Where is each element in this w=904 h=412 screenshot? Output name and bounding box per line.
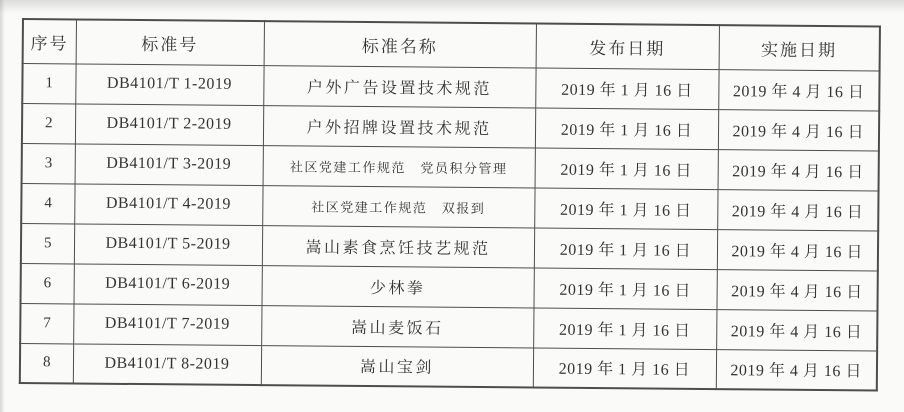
cell-implement-date: 2019 年 4 月 16 日 bbox=[716, 349, 877, 390]
header-row bbox=[23, 19, 880, 70]
cell-standard-name: 嵩山素食烹饪技艺规范 bbox=[262, 225, 534, 267]
cell-implement-date: 2019 年 4 月 16 日 bbox=[716, 309, 877, 350]
cell-implement-date: 2019 年 4 月 16 日 bbox=[716, 269, 877, 310]
cell-standard-code: DB4101/T 6-2019 bbox=[74, 263, 262, 305]
header-publish-date: 发布日期 bbox=[536, 23, 719, 69]
cell-implement-date: 2019 年 4 月 16 日 bbox=[718, 109, 879, 150]
table-body bbox=[20, 63, 880, 390]
cell-index: 1 bbox=[22, 63, 75, 103]
cell-publish-date: 2019 年 1 月 16 日 bbox=[533, 267, 716, 309]
cell-index: 8 bbox=[20, 343, 73, 383]
cell-index: 7 bbox=[20, 303, 73, 343]
table-row bbox=[20, 343, 877, 390]
cell-index: 4 bbox=[21, 183, 74, 223]
cell-standard-name: 户外广告设置技术规范 bbox=[263, 65, 535, 107]
cell-publish-date: 2019 年 1 月 16 日 bbox=[535, 147, 718, 189]
cell-implement-date: 2019 年 4 月 16 日 bbox=[718, 149, 879, 190]
cell-index: 2 bbox=[22, 103, 75, 143]
cell-implement-date: 2019 年 4 月 16 日 bbox=[717, 229, 878, 270]
cell-publish-date: 2019 年 1 月 16 日 bbox=[535, 67, 718, 109]
cell-standard-code: DB4101/T 1-2019 bbox=[75, 63, 263, 105]
cell-standard-name: 少林拳 bbox=[262, 265, 534, 307]
header-standard-code: 标准号 bbox=[76, 19, 264, 65]
cell-implement-date: 2019 年 4 月 16 日 bbox=[717, 189, 878, 230]
cell-standard-name: 嵩山麦饭石 bbox=[261, 305, 533, 347]
cell-standard-code: DB4101/T 7-2019 bbox=[73, 303, 261, 345]
header-index: 序号 bbox=[23, 19, 76, 63]
cell-index: 6 bbox=[21, 263, 74, 303]
cell-publish-date: 2019 年 1 月 16 日 bbox=[534, 187, 717, 229]
cell-index: 5 bbox=[21, 223, 74, 263]
cell-standard-code: DB4101/T 5-2019 bbox=[74, 223, 262, 265]
cell-standard-code: DB4101/T 8-2019 bbox=[73, 343, 261, 385]
cell-standard-name: 社区党建工作规范 双报到 bbox=[262, 185, 534, 227]
cell-standard-name: 户外招牌设置技术规范 bbox=[263, 105, 535, 147]
cell-standard-code: DB4101/T 2-2019 bbox=[75, 103, 263, 145]
cell-implement-date: 2019 年 4 月 16 日 bbox=[718, 69, 879, 110]
cell-standard-name: 嵩山宝剑 bbox=[261, 345, 533, 387]
cell-standard-code: DB4101/T 3-2019 bbox=[75, 143, 263, 185]
header-standard-name: 标准名称 bbox=[264, 21, 536, 67]
cell-publish-date: 2019 年 1 月 16 日 bbox=[533, 307, 716, 349]
cell-publish-date: 2019 年 1 月 16 日 bbox=[534, 227, 717, 269]
cell-index: 3 bbox=[22, 143, 75, 183]
cell-standard-code: DB4101/T 4-2019 bbox=[74, 183, 262, 225]
cell-standard-name: 社区党建工作规范 党员积分管理 bbox=[263, 145, 535, 187]
standards-table bbox=[19, 18, 881, 391]
scanned-standards-table-wrap bbox=[19, 18, 881, 391]
header-implement-date: 实施日期 bbox=[719, 25, 880, 70]
cell-publish-date: 2019 年 1 月 16 日 bbox=[535, 107, 718, 149]
cell-publish-date: 2019 年 1 月 16 日 bbox=[533, 347, 716, 389]
